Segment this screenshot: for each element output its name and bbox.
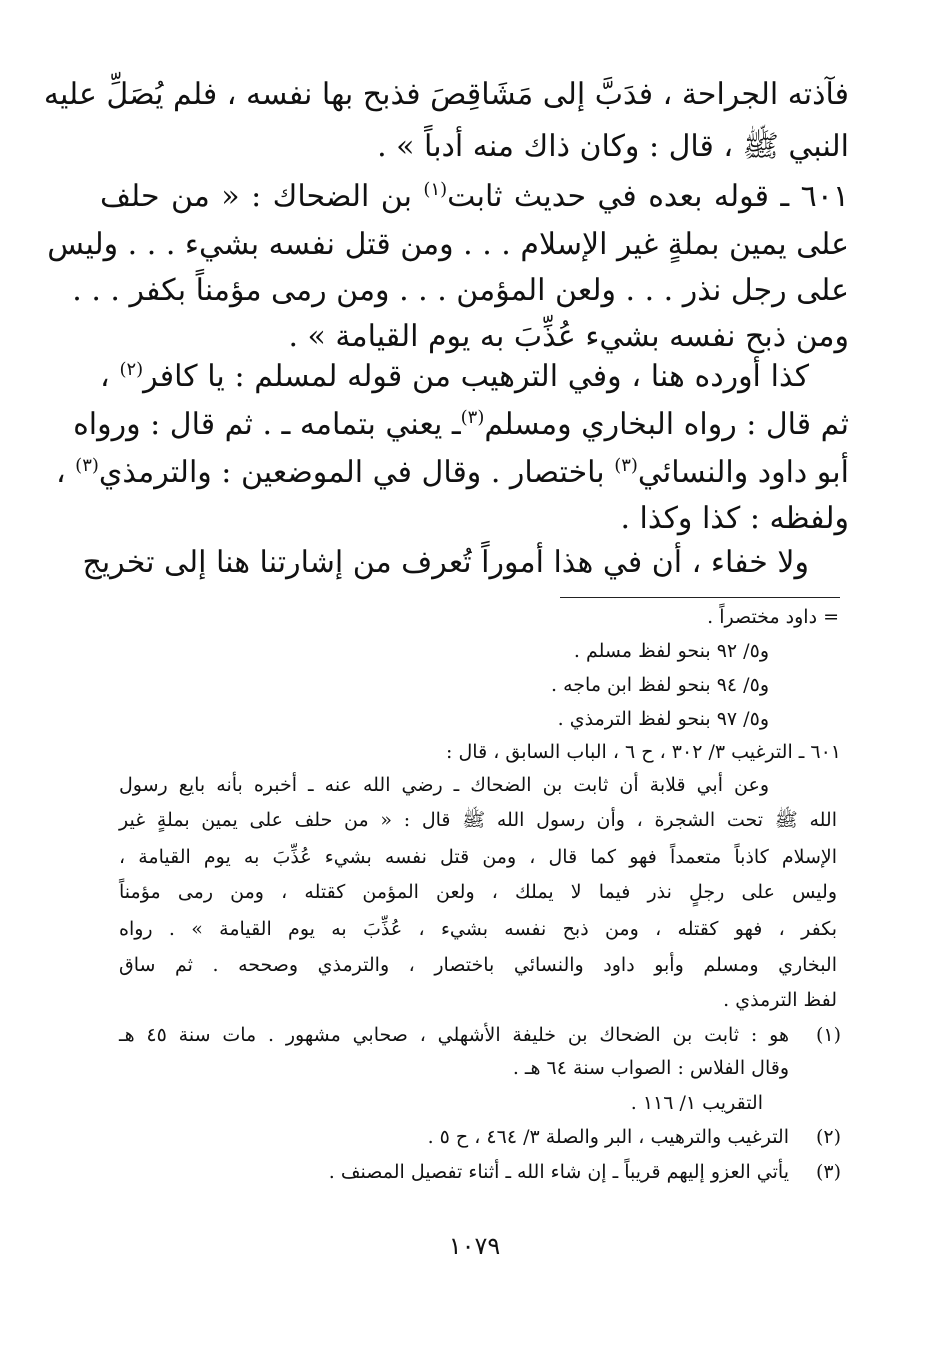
main-line-6: ومن ذبح نفسه بشيء عُذِّبَ به يوم القيامة » . bbox=[288, 319, 849, 354]
footnote-continuation-line: = داود مختصراً . bbox=[707, 606, 839, 628]
footnote-marker: (١) bbox=[423, 179, 448, 200]
main-line-2: النبي ﷺ ، قال : وكان ذاك منه أدباً » . bbox=[377, 129, 849, 164]
footnote-continuation-line: و٥/ ٩٤ بنحو لفظ ابن ماجه . bbox=[551, 674, 769, 696]
main-line-11: ولا خفاء ، أن في هذا أموراً تُعرف من إشارتنا هنا إلى تخريج bbox=[82, 545, 809, 580]
footnote-601-line: البخاري ومسلم وأبو داود والنسائي باختصار ، والترمذي وصححه . ثم ساق bbox=[119, 954, 838, 976]
footnote-601-line: الإسلام كاذباً متعمداً فهو كما قال ، ومن قتل نفسه بشيء عُذِّبَ به يوم القيامة ، bbox=[119, 846, 837, 868]
footnote-marker: (٢) bbox=[119, 359, 144, 380]
footnote-marker: (٣) bbox=[614, 455, 638, 476]
main-line-7: كذا أورده هنا ، وفي الترهيب من قوله لمسلم : يا كافر$^{(٢)}$ ، bbox=[100, 359, 809, 394]
main-line-1: فآذته الجراحة ، فدَبَّ إلى مَشَاقِصَ فذبح بها نفسه ، فلم يُصَلِّ عليه bbox=[43, 77, 849, 112]
footnote-1-line: هو : ثابت بن الضحاك بن خليفة الأشهلي ، صحابي مشهور . مات سنة ٤٥ هـ bbox=[119, 1024, 789, 1046]
footnote-separator bbox=[560, 597, 840, 598]
footnote-1-line: التقريب ١/ ١١٦ . bbox=[630, 1092, 763, 1114]
main-line-4: على يمين بملةٍ غير الإسلام . . . ومن قتل نفسه بشيء . . . وليس bbox=[47, 227, 849, 262]
footnote-1-line: وقال الفلاس : الصواب سنة ٦٤ هـ . bbox=[512, 1057, 789, 1079]
footnote-601-line: الله ﷺ تحت الشجرة ، وأن رسول الله ﷺ قال : « من حلف على يمين بملةٍ غير bbox=[119, 809, 837, 831]
main-line-10: ولفظه : كذا وكذا . bbox=[620, 501, 849, 536]
footnote-number: (٢) bbox=[815, 1126, 841, 1148]
footnote-number: (٣) bbox=[815, 1161, 841, 1183]
footnote-3-line: يأتي العزو إليهم قريباً ـ إن شاء الله ـ أثناء تفصيل المصنف . bbox=[328, 1161, 789, 1183]
main-line-5: على رجل نذر . . . ولعن المؤمن . . . ومن رمى مؤمناً بكفر . . . bbox=[72, 273, 849, 308]
main-line-3: ٦٠١ ـ قوله بعده في حديث ثابت$^{(١)}$ بن الضحاك : « من حلف bbox=[100, 179, 849, 214]
footnote-601-line: بكفر ، فهو كقتله ، ومن ذبح نفسه بشيء ، عُذِّبَ به يوم القيامة » . رواه bbox=[119, 918, 837, 940]
footnote-marker: (٣) bbox=[75, 455, 99, 476]
footnote-601-line: وليس على رجلٍ نذر فيما لا يملك ، ولعن المؤمن كقتله ، ومن رمى مؤمناً bbox=[119, 881, 837, 903]
footnote-marker: (٣) bbox=[460, 407, 485, 428]
footnote-continuation-line: و٥/ ٩٧ بنحو لفظ الترمذي . bbox=[557, 708, 769, 730]
page-number: ١٠٧٩ bbox=[448, 1232, 501, 1260]
footnote-601-head: ٦٠١ ـ الترغيب ٣/ ٣٠٢ ، ح ٦ ، الباب السابق ، قال : bbox=[446, 741, 841, 763]
footnote-continuation-line: و٥/ ٩٢ بنحو لفظ مسلم . bbox=[573, 640, 769, 662]
main-line-8: ثم قال : رواه البخاري ومسلم$^{(٣)}$ـ يعني بتمامه ـ . ثم قال : ورواه bbox=[73, 407, 849, 442]
footnote-601-line: وعن أبي قلابة أن ثابت بن الضحاك ـ رضي الله عنه ـ أخبره بأنه بايع رسول bbox=[119, 774, 769, 796]
main-line-9: أبو داود والنسائي$^{(٣)}$ باختصار . وقال في الموضعين : والترمذي$^{(٣)}$ ، bbox=[55, 455, 849, 490]
footnote-2-line: الترغيب والترهيب ، البر والصلة ٣/ ٤٦٤ ، ح ٥ . bbox=[427, 1126, 789, 1148]
footnote-number: (١) bbox=[815, 1024, 841, 1046]
footnote-601-line: لفظ الترمذي . bbox=[723, 989, 837, 1011]
